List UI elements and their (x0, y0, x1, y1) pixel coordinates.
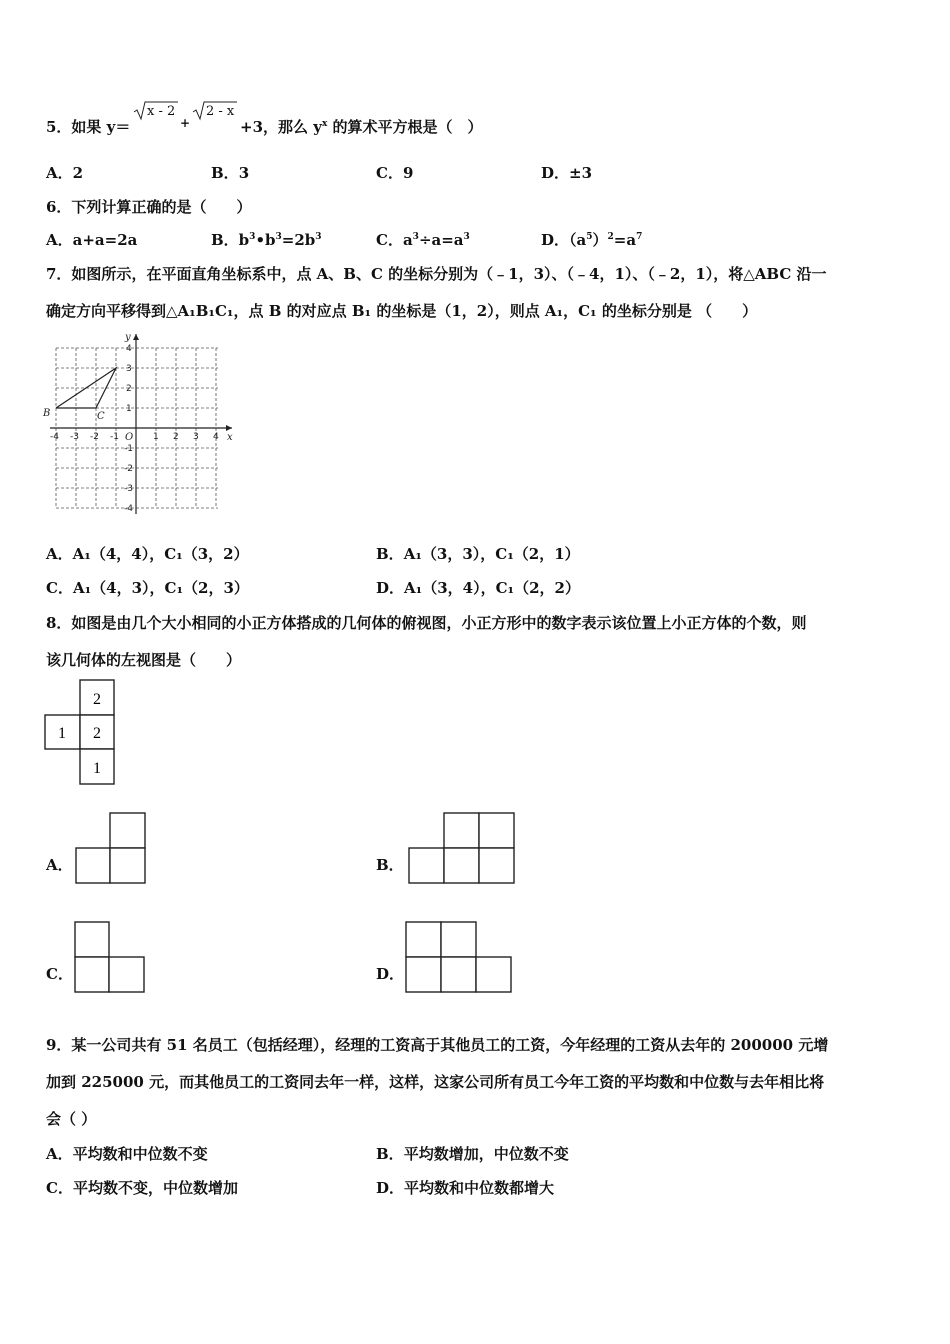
q5-option-d[interactable]: D．±3 (541, 164, 593, 182)
point-c-label: C (97, 411, 105, 422)
y-tick: 2 (126, 384, 132, 394)
x-tick: -3 (70, 432, 79, 442)
x-tick: 3 (193, 432, 199, 442)
y-tick: -1 (124, 444, 133, 454)
q8-option-d-label[interactable]: D． (376, 965, 405, 983)
q8-option-c-label[interactable]: C． (46, 965, 73, 983)
q8-option-b-view[interactable] (408, 812, 516, 884)
q5-radicand-1: x - 2 (147, 104, 176, 119)
q6-option-a[interactable]: A．a+a=2a (46, 231, 138, 249)
q6-stem: 6．下列计算正确的是（ ） (46, 198, 252, 216)
grid-cell-mid-left: 1 (58, 725, 66, 742)
q8-option-a-view[interactable] (75, 812, 147, 884)
q7-option-b[interactable]: B．A₁（3，3），C₁（2，1） (376, 545, 580, 563)
point-b-label: B (43, 408, 51, 419)
q9-option-a[interactable]: A．平均数和中位数不变 (46, 1145, 208, 1163)
q7-coordinate-graph (40, 328, 240, 518)
q9-line-1: 9．某一公司共有 51 名员工（包括经理），经理的工资高于其他员工的工资，今年经理的工资从去年的 200000 元增 (46, 1036, 829, 1054)
q6-option-b[interactable]: B．$b^3•b^3=2b^3$ (211, 231, 322, 249)
x-tick: 2 (173, 432, 179, 442)
grid-cell-bottom: 1 (93, 760, 101, 777)
q5-option-a[interactable]: A．2 (46, 164, 84, 182)
y-tick: 4 (126, 344, 132, 354)
q5-stem: 5．如果 y＝ (46, 118, 131, 136)
q8-option-b-label[interactable]: B． (376, 856, 404, 874)
y-tick: -2 (124, 464, 133, 474)
origin-label: O (125, 432, 134, 443)
y-axis-label: y (125, 332, 131, 343)
x-tick: -1 (110, 432, 119, 442)
x-axis-label: x (227, 432, 233, 443)
q5-option-b[interactable]: B．3 (211, 164, 250, 182)
q9-option-c[interactable]: C．平均数不变，中位数增加 (46, 1179, 238, 1197)
q7-option-a[interactable]: A．A₁（4，4），C₁（3，2） (46, 545, 249, 563)
grid-cell-top: 2 (93, 691, 101, 708)
q7-option-c[interactable]: C．A₁（4，3），C₁（2，3） (46, 579, 249, 597)
y-tick: -3 (124, 484, 133, 494)
x-tick: -4 (50, 432, 59, 442)
grid-cell-mid-right: 2 (93, 725, 101, 742)
q9-line-2: 加到 225000 元，而其他员工的工资同去年一样，这样，这家公司所有员工今年工资的平均数和中位数与去年相比将 (46, 1073, 825, 1091)
q5-option-c[interactable]: C．9 (376, 164, 414, 182)
q7-line-2: 确定方向平移得到△A₁B₁C₁，点 B 的对应点 B₁ 的坐标是（1，2），则点 A₁，C₁ 的坐标分别是 （ ） (46, 302, 758, 320)
q8-option-d-view[interactable] (405, 921, 513, 993)
q5-stem-tail: +3，那么 $y^x$ 的算术平方根是（ ） (240, 118, 483, 136)
q5-radicand-2: 2 - x (206, 104, 235, 119)
y-tick: 3 (126, 364, 132, 374)
q8-line-1: 8．如图是由几个大小相同的小正方体搭成的几何体的俯视图，小正方形中的数字表示该位置上小正方体的个数，则 (46, 614, 807, 632)
x-tick: -2 (90, 432, 99, 442)
y-axis-arrow-icon (133, 334, 139, 340)
q8-option-c-view[interactable] (74, 921, 146, 993)
q7-line-1: 7．如图所示，在平面直角坐标系中，点 A、B、C 的坐标分别为（﹣1，3）、（﹣4，1）、（﹣2，1），将△ABC 沿一 (46, 265, 827, 283)
y-tick: 1 (126, 404, 132, 414)
q8-option-a-label[interactable]: A． (46, 856, 73, 874)
q8-line-2: 该几何体的左视图是（ ） (46, 651, 242, 669)
q6-option-d[interactable]: D．$(a^5)^2=a^7$ (541, 231, 643, 249)
q8-top-view-grid (44, 679, 124, 789)
q6-option-c[interactable]: C．$a^3\div a=a^3$ (376, 231, 470, 249)
y-tick: -4 (124, 504, 133, 514)
q9-line-3: 会（ ） (46, 1110, 97, 1128)
q7-option-d[interactable]: D．A₁（3，4），C₁（2，2） (376, 579, 580, 597)
q9-option-b[interactable]: B．平均数增加，中位数不变 (376, 1145, 569, 1163)
q9-option-d[interactable]: D．平均数和中位数都增大 (376, 1179, 555, 1197)
x-tick: 1 (153, 432, 159, 442)
x-tick: 4 (213, 432, 219, 442)
x-axis-arrow-icon (226, 425, 232, 431)
q5-plus: + (180, 116, 191, 130)
